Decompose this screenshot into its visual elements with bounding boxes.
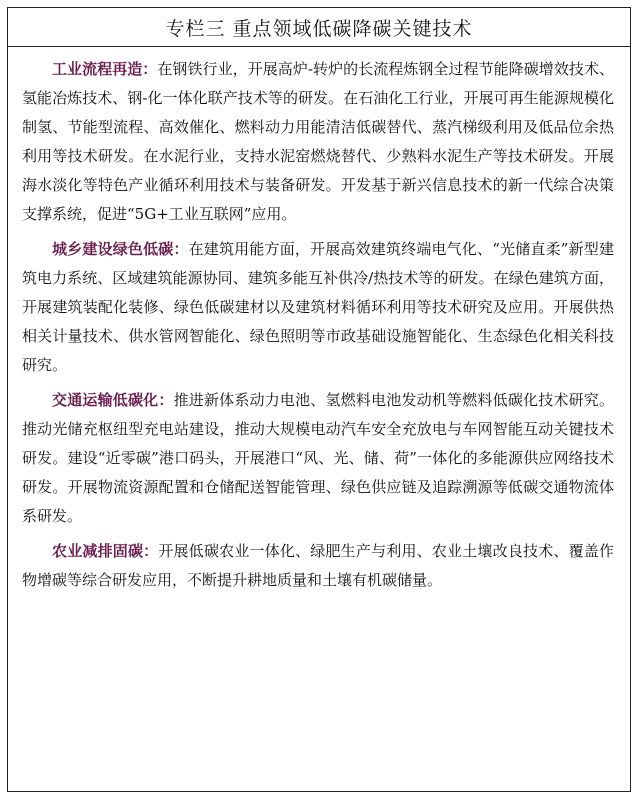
section-transportation xyxy=(22,386,614,531)
section-heading: 城乡建设绿色低碳： xyxy=(52,240,189,258)
box-title-row xyxy=(8,8,630,47)
section-text: 推进新体系动力电池、氢燃料电池发动机等燃料低碳化技术研究。推动光储充枢纽型充电站建设，推动大规模电动汽车安全充放电与车网智能互动关键技术研发。建设“近零碳”港口码头，开展港口“风、光、储、荷”一体化的多能源供应网络技术研发。开展物流资源配置和仓储配送智能管理、绿色供应链及追踪溯源等低碳交通物流体系研发。 xyxy=(22,391,614,525)
section-heading: 工业流程再造： xyxy=(52,60,158,78)
section-text: 在钢铁行业，开展高炉-转炉的长流程炼钢全过程节能降碳增效技术、氢能冶炼技术、钢-化一体化联产技术等的研发。在石油化工行业，开展可再生能源规模化制氢、节能型流程、高效催化、燃料动力用能清洁低碳替代、蒸汽梯级利用及低品位余热利用等技术研发。在水泥行业，支持水泥窑燃烧替代、少熟料水泥生产等技术研发。开展海水淡化等特色产业循环利用技术与装备研发。开发基于新兴信息技术的新一代综合决策支撑系统，促进“5G+工业互联网”应用。 xyxy=(22,60,614,223)
section-urban-rural-construction xyxy=(22,235,614,380)
section-industry xyxy=(22,55,614,229)
box-title: 专栏三 重点领域低碳降碳关键技术 xyxy=(165,17,473,40)
section-agriculture xyxy=(22,537,614,595)
section-text: 开展低碳农业一体化、绿肥生产与利用、农业土壤改良技术、覆盖作物增碳等综合研发应用，不断提升耕地质量和土壤有机碳储量。 xyxy=(22,542,614,589)
box-content xyxy=(8,47,630,595)
section-heading: 交通运输低碳化： xyxy=(52,391,174,409)
section-text: 在建筑用能方面，开展高效建筑终端电气化、“光储直柔”新型建筑电力系统、区域建筑能源协同、建筑多能互补供冷/热技术等的研发。在绿色建筑方面，开展建筑装配化装修、绿色低碳建材以及建筑材料循环利用等技术研究及应用。开展供热相关计量技术、供水管网智能化、绿色照明等市政基础设施智能化、生态绿色化相关科技研究。 xyxy=(22,240,614,374)
special-column-box xyxy=(7,7,631,792)
section-heading: 农业减排固碳： xyxy=(52,542,159,560)
